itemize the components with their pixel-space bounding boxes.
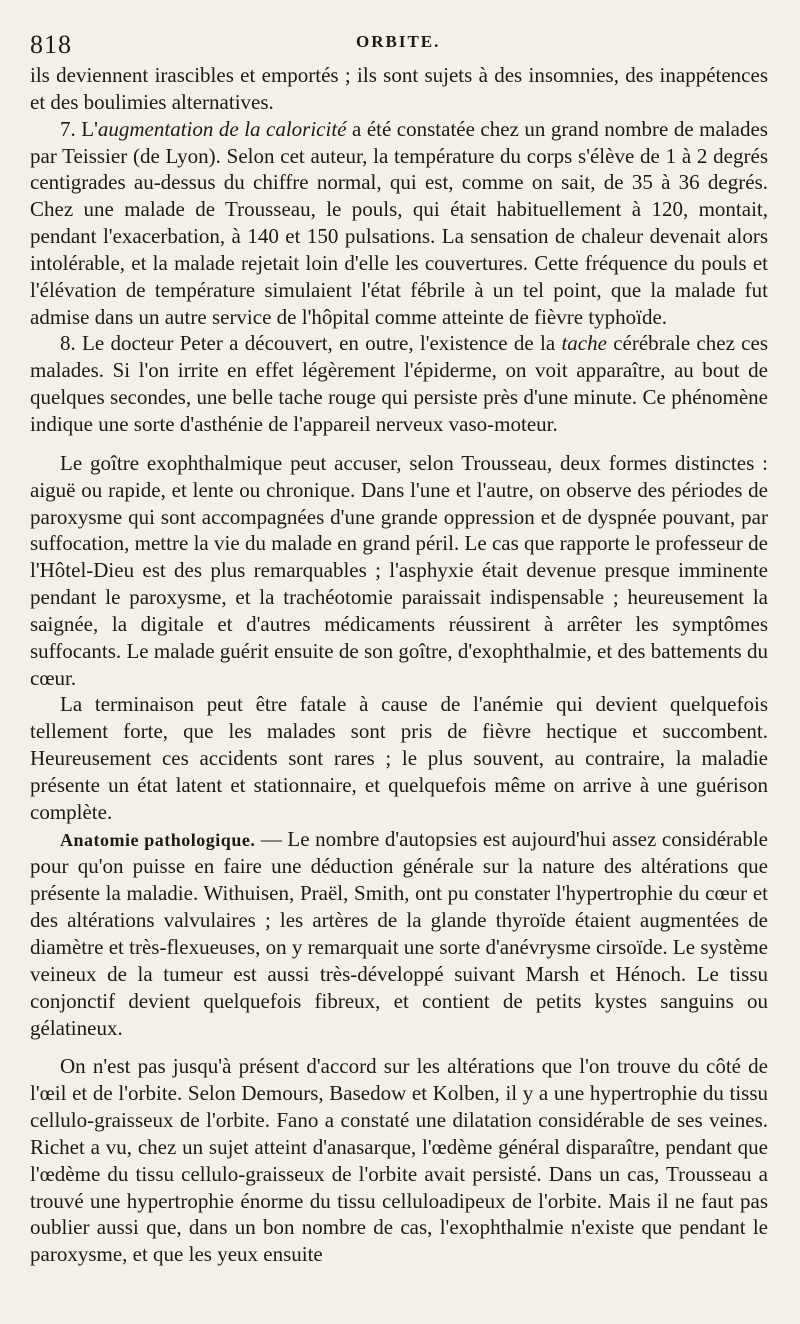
page-number: 818: [30, 30, 72, 59]
paragraph-formes: Le goître exophthalmique peut accuser, selon Trousseau, deux formes distinctes : aiguë ou rapide, et lente ou chronique. Dans l'une et l'autre, on observe des périodes de paroxysme qui sont accompagnées d'une grande oppression et de dyspnée pouvant, par suffocation, mettre la vie du malade en grand péril. Le cas que rapporte le professeur de l'Hôtel-Dieu est des plus remarquables ; l'asphyxie était devenue presque imminente pendant le paroxysme, et la trachéotomie paraissait indispensable ; heureusement la saignée, la digitale et d'autres médicaments réussirent à arrêter les symptômes suffocants. Le malade guérit ensuite de son goître, d'exophthalmie, et des battements du cœur.: [30, 450, 768, 690]
paragraph-continuation: ils deviennent irascibles et emportés ; ils sont sujets à des insomnies, des inappétences et des boulimies alternatives.: [30, 63, 768, 114]
paragraph-orbite: On n'est pas jusqu'à présent d'accord sur les altérations que l'on trouve du côté de l'œil et de l'orbite. Selon Demours, Basedow et Kolben, il y a une hypertrophie du tissu cellulo-graisseux de l'orbite. Fano a constaté une dilatation considérable de ses veines. Richet a vu, chez un sujet atteint d'anasarque, l'œdème général disparaître, pendant que l'œdème du tissu cellulo-graisseux de l'orbite avait persisté. Dans un cas, Trousseau a trouvé une hypertrophie énorme du tissu celluloadipeux de l'orbite. Mais il ne faut pas oublier aussi que, dans un bon nombre de cas, l'exophthalmie n'existe que pendant le paroxysme, et que les yeux ensuite: [30, 1054, 768, 1267]
body-text: [30, 62, 768, 1268]
italic-term: augmentation de la caloricité: [97, 116, 347, 141]
paragraph-rest: — Le nombre d'autopsies est aujourd'hui assez considérable pour qu'on puisse en faire une déduction générale sur la nature des altérations que présente la maladie. Withuisen, Praël, Smith, ont pu constater l'hypertrophie du cœur et des altérations valvulaires ; les artères de la glande thyroïde étaient augmentées de diamètre et très-flexueuses, on y remarquait une sorte d'anévrysme cirsoïde. Le système veineux de la tumeur est aussi très-développé suivant Marsh et Hénoch. Le tissu conjonctif devient quelquefois fibreux, et contient de petits kystes sanguins ou gélatineux.: [30, 826, 768, 1040]
paragraph-caloricite: [30, 116, 768, 331]
paragraph-lead: 7. L': [60, 116, 98, 141]
paragraph-lead: 8. Le docteur Peter a découvert, en outre, l'existence de la: [60, 331, 562, 356]
paragraph-rest: cérébrale chez ces malades. Si l'on irrite en effet légèrement l'épiderme, on voit apparaître, au bout de quelques secondes, une belle tache rouge qui persiste près d'une minute. Ce phénomène indique une sorte d'asthénie de l'appareil nerveux vaso-moteur.: [30, 331, 768, 436]
page-header: [30, 24, 770, 60]
paragraph-terminaison: La terminaison peut être fatale à cause de l'anémie qui devient quelquefois tellement forte, que les malades sont pris de fièvre hectique et succombent. Heureusement ces accidents sont rares ; le plus souvent, au contraire, la maladie présente un état latent et stationnaire, et quelquefois même on arrive à une guérison complète.: [30, 692, 768, 824]
italic-term: tache: [561, 331, 607, 356]
running-head: ORBITE.: [356, 32, 441, 51]
paragraph-rest: a été constatée chez un grand nombre de malades par Teissier (de Lyon). Selon cet auteur, la température du corps s'élève de 1 à 2 degrés centigrades au-dessus du chiffre normal, qui est, comme on sait, de 35 à 36 degrés. Chez une malade de Trousseau, le pouls, qui était habituellement à 120, montait, pendant l'exacerbation, à 140 et 150 pulsations. La sensation de chaleur devenait alors intolérable, et la malade rejetait loin d'elle les couvertures. Cette fréquence du pouls et l'élévation de température simulaient l'état fébrile à un tel point, que la malade fut admise dans un autre service de l'hôpital comme atteinte de fièvre typhoïde.: [30, 116, 768, 329]
section-heading: Anatomie pathologique.: [60, 829, 256, 850]
paragraph-anatomie: [30, 826, 768, 1042]
paragraph-tache: [30, 330, 768, 437]
